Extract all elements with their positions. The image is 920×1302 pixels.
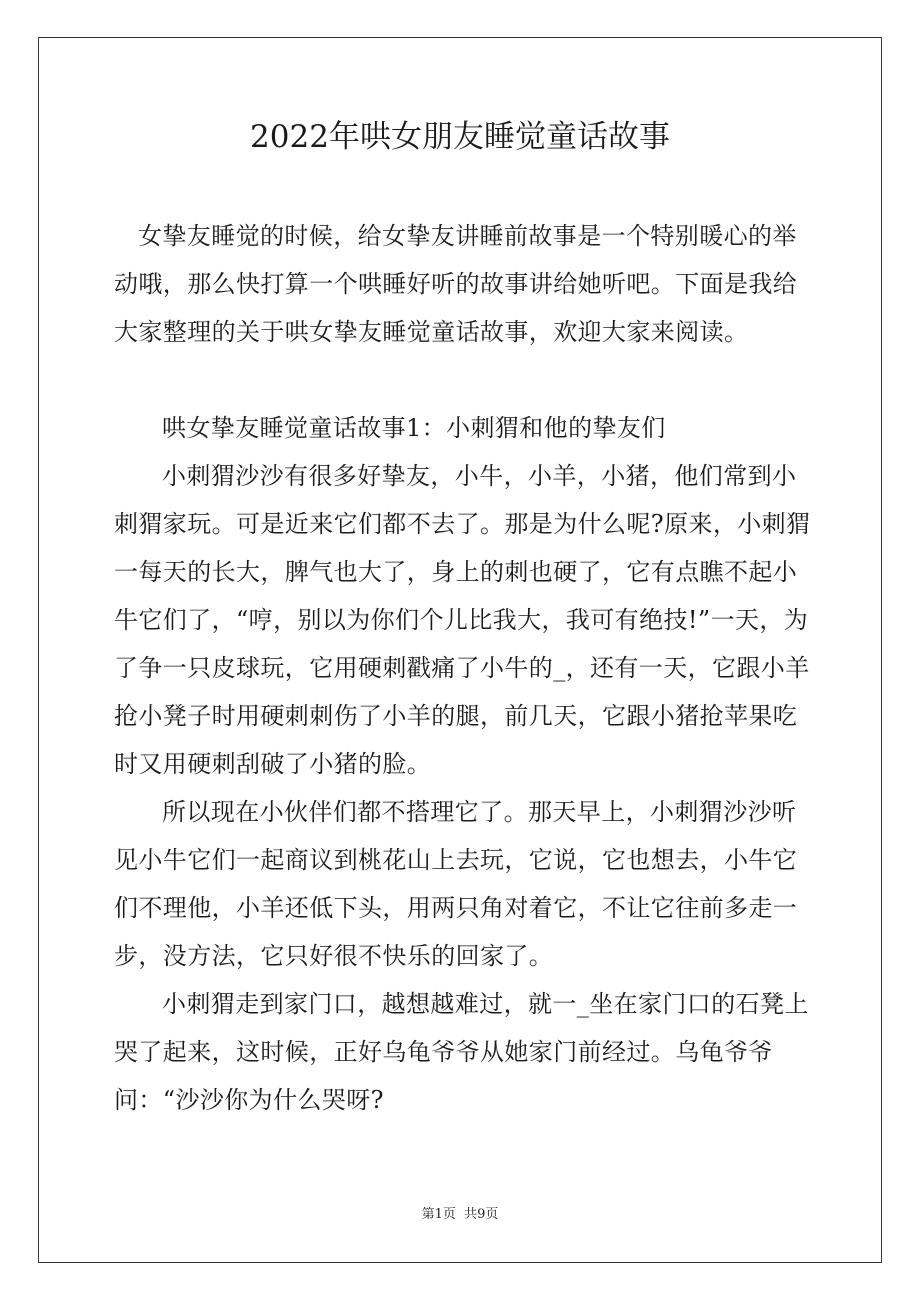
story-paragraph-2: 所以现在小伙伴们都不搭理它了。那天早上，小刺猬沙沙听见小牛它们一起商议到桃花山上去玩，它说，它也想去，小牛它们不理他，小羊还低下头，用两只角对着它，不让它往前多走一步，没方法，它只好很不快乐的回家了。 (114, 798, 798, 970)
page-footer (0, 1206, 920, 1224)
paragraph-spacer (114, 356, 814, 404)
page-total: 共9页 (464, 1207, 499, 1222)
document-body (114, 212, 814, 1124)
story-paragraph-1: 小刺猬沙沙有很多好挚友，小牛，小羊，小猪，他们常到小刺猬家玩。可是近来它们都不去了。那是为什么呢?原来，小刺猬一每天的长大，脾气也大了，身上的刺也硬了，它有点瞧不起小牛它们了，“哼，别以为你们个儿比我大，我可有绝技!”一天，为了争一只皮球玩，它用硬刺戳痛了小牛的_，还有一天，它跟小羊抢小凳子时用硬刺刺伤了小羊的腿，前几天，它跟小猪抢苹果吃时又用硬刺刮破了小猪的脸。 (114, 462, 811, 778)
document-title: 2022年哄女朋友睡觉童话故事 (250, 119, 670, 155)
section-heading: 哄女挚友睡觉童话故事1：小刺猬和他的挚友们 (162, 414, 666, 442)
page-number: 第1页 (421, 1207, 456, 1222)
story-paragraph-3: 小刺猬走到家门口，越想越难过，就一_坐在家门口的石凳上哭了起来，这时候，正好乌龟爷爷从她家门前经过。乌龟爷爷问：“沙沙你为什么哭呀? (114, 990, 809, 1114)
intro-paragraph: 女挚友睡觉的时候，给女挚友讲睡前故事是一个特别暖心的举动哦，那么快打算一个哄睡好听的故事讲给她听吧。下面是我给大家整理的关于哄女挚友睡觉童话故事，欢迎大家来阅读。 (114, 222, 798, 346)
